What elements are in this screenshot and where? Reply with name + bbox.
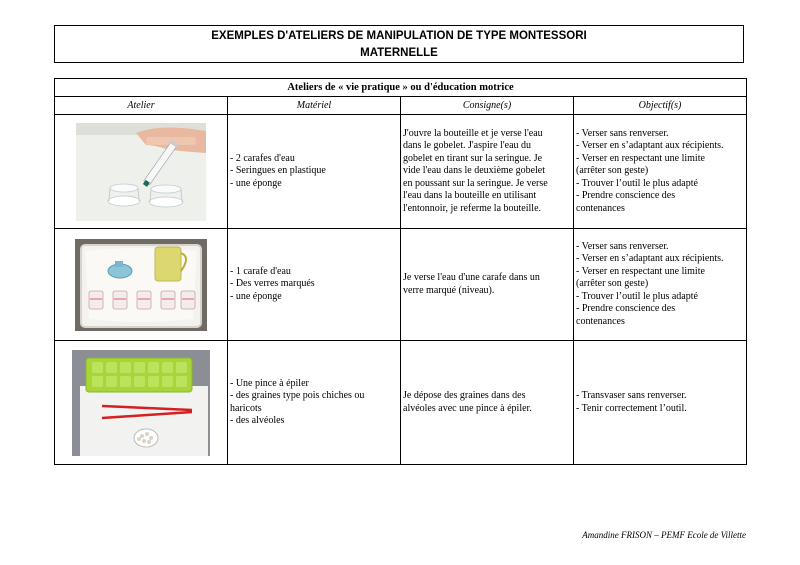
objectif-line: - Prendre conscience des (576, 303, 676, 315)
document-title: EXEMPLES D'ATELIERS DE MANIPULATION DE TYPE MONTESSORI (211, 30, 587, 42)
consigne-cell (401, 229, 574, 341)
table-row (55, 341, 747, 465)
objectif-line: - Verser en s’adaptant aux récipients. (576, 140, 724, 152)
photo-pince-graines-alveoles (72, 350, 210, 456)
objectif-line: - Verser en s’adaptant aux récipients. (576, 253, 724, 265)
materiel-line: - 1 carafe d'eau (230, 265, 291, 277)
objectif-line: - Prendre conscience des (576, 190, 676, 202)
materiel-line: - des graines type pois chiches ou (230, 390, 365, 401)
column-header-atelier: Atelier (55, 97, 228, 115)
consigne-line: gobelet en tirant sur la seringue. Je (403, 152, 543, 164)
objectif-line: - Trouver l’outil le plus adapté (576, 177, 698, 189)
objectif-line: - Transvaser sans renverser. (576, 390, 687, 401)
consigne-line: verre marqué (niveau). (403, 284, 495, 296)
objectif-line: contenances (576, 202, 625, 214)
objectif-line: - Verser sans renverser. (576, 240, 669, 252)
consigne-line: l'eau dans la bouteille en utilisant (403, 190, 537, 202)
materiel-line: - Seringues en plastique (230, 165, 326, 177)
table-caption: Ateliers de « vie pratique » ou d'éducation motrice (55, 79, 747, 97)
atelier-image-cell (55, 229, 228, 341)
materiel-line: - une éponge (230, 290, 282, 302)
atelier-image-cell (55, 341, 228, 465)
materiel-cell (228, 341, 401, 465)
consigne-line: vide l'eau dans le deuxième gobelet (403, 165, 546, 177)
objectif-line: (arrêter son geste) (576, 165, 649, 177)
materiel-cell (228, 229, 401, 341)
table-row (55, 115, 747, 229)
document-title-box (54, 25, 744, 63)
objectifs-cell (574, 229, 747, 341)
objectif-line: (arrêter son geste) (576, 278, 649, 290)
atelier-image-cell (55, 115, 228, 229)
objectif-line: contenances (576, 315, 625, 327)
materiel-line: - Une pince à épiler (230, 377, 309, 389)
materiel-line: haricots (230, 402, 262, 414)
consigne-cell (401, 115, 574, 229)
objectif-line: - Verser en respectant une limite (576, 152, 705, 164)
consigne-cell (401, 341, 574, 465)
photo-seringue-gobelets (76, 123, 206, 221)
photo-plateau-carafe-verres (75, 239, 207, 331)
objectif-line: - Verser sans renverser. (576, 127, 669, 139)
objectif-line: - Tenir correctement l’outil. (576, 402, 687, 414)
materiel-line: - des alvéoles (230, 415, 285, 426)
objectifs-cell (574, 115, 747, 229)
materiel-line: - une éponge (230, 177, 282, 189)
objectif-line: - Verser en respectant une limite (576, 265, 705, 277)
materiel-line: - 2 carafes d'eau (230, 152, 295, 164)
column-header-materiel: Matériel (228, 97, 401, 115)
footer-author: Amandine FRISON – PEMF Ecole de Villette (582, 530, 746, 540)
consigne-line: alvéoles avec une pince à épiler. (403, 402, 532, 414)
ateliers-table (54, 78, 747, 465)
consigne-line: l'entonnoir, je referme la bouteille. (403, 202, 542, 214)
objectifs-cell (574, 341, 747, 465)
materiel-line: - Des verres marqués (230, 278, 315, 290)
consigne-line: Je dépose des graines dans des (403, 390, 526, 401)
consigne-line: J'ouvre la bouteille et je verse l'eau (403, 127, 543, 139)
objectif-line: - Trouver l’outil le plus adapté (576, 290, 698, 302)
consigne-line: Je verse l'eau d'une carafe dans un (403, 272, 540, 283)
consigne-line: en poussant sur la seringue. Je verse (403, 177, 548, 189)
document-subtitle: MATERNELLE (360, 47, 438, 59)
consigne-line: dans le gobelet. J'aspire l'eau du (403, 140, 532, 152)
column-header-objectifs: Objectif(s) (574, 97, 747, 115)
materiel-cell (228, 115, 401, 229)
table-row (55, 229, 747, 341)
column-header-consigne: Consigne(s) (401, 97, 574, 115)
